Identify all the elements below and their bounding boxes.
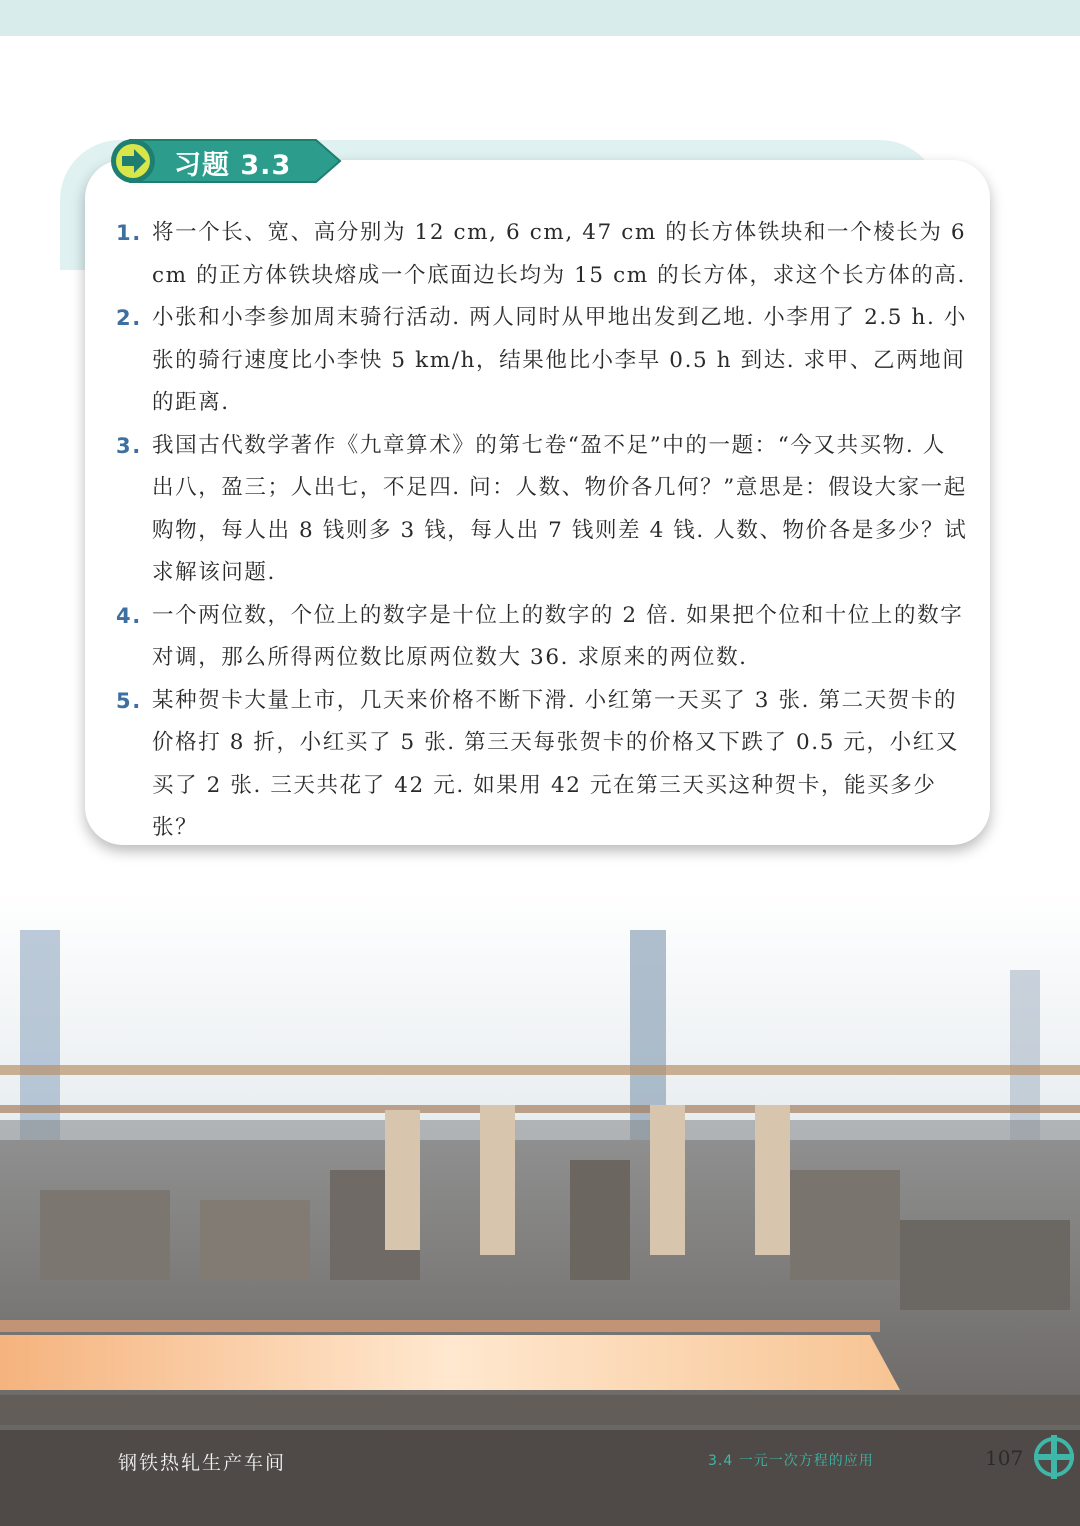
problem-item (108, 212, 968, 297)
steel-mill-photo (0, 890, 1080, 1526)
corner-ornament-icon (1030, 1432, 1078, 1482)
page-number: 107 (985, 1446, 1024, 1470)
problem-number: 1. (116, 221, 142, 245)
problem-number: 4. (116, 603, 142, 628)
steel-mill-illustration (0, 890, 1080, 1526)
photo-caption: 钢铁热轧生产车间 (118, 1452, 287, 1474)
corner-ornament (1030, 1432, 1078, 1486)
top-band (0, 0, 1080, 36)
exercise-title-tag (108, 138, 343, 184)
problem-item (108, 425, 968, 595)
footer-section-title: 3.4 一元一次方程的应用 (708, 1453, 874, 1469)
problem-item (108, 297, 968, 425)
problem-text: 小张和小李参加周末骑行活动. 两人同时从甲地出发到乙地. 小李用了 2.5 h. 小张的骑行速度比小李快 5 km/h，结果他比小李早 0.5 h 到达. 求甲、乙两地间的距离. (152, 305, 967, 415)
problem-text: 我国古代数学著作《九章算术》的第七卷“盈不足”中的一题：“今又共买物. 人出八，盈三；人出七，不足四. 问：人数、物价各几何？”意思是：假设大家一起购物，每人出 8 钱则多 3 钱，每人出 7 钱则差 4 钱. 人数、物价各是多少？试求解该问题. (152, 432, 968, 585)
problem-number: 2. (116, 306, 142, 330)
problem-number: 3. (116, 433, 142, 458)
problem-item (108, 680, 968, 850)
problem-text: 一个两位数，个位上的数字是十位上的数字的 2 倍. 如果把个位和十位上的数字对调，那么所得两位数比原两位数大 36. 求原来的两位数. (152, 602, 964, 670)
problem-text: 将一个长、宽、高分别为 12 cm, 6 cm, 47 cm 的长方体铁块和一个棱长为 6 cm 的正方体铁块熔成一个底面边长均为 15 cm 的长方体，求这个长方体的高. (152, 220, 967, 288)
problem-list (108, 212, 968, 850)
problem-number: 5. (116, 688, 142, 713)
problem-text: 某种贺卡大量上市，几天来价格不断下滑. 小红第一天买了 3 张. 第二天贺卡的价格打 8 折，小红买了 5 张. 第三天每张贺卡的价格又下跌了 0.5 元，小红又买了 2 张. 三天共花了 42 元. 如果用 42 元在第三天买这种贺卡，能买多少张？ (152, 687, 959, 840)
exercise-title: 习题 3.3 (174, 150, 292, 181)
problem-item (108, 595, 968, 680)
